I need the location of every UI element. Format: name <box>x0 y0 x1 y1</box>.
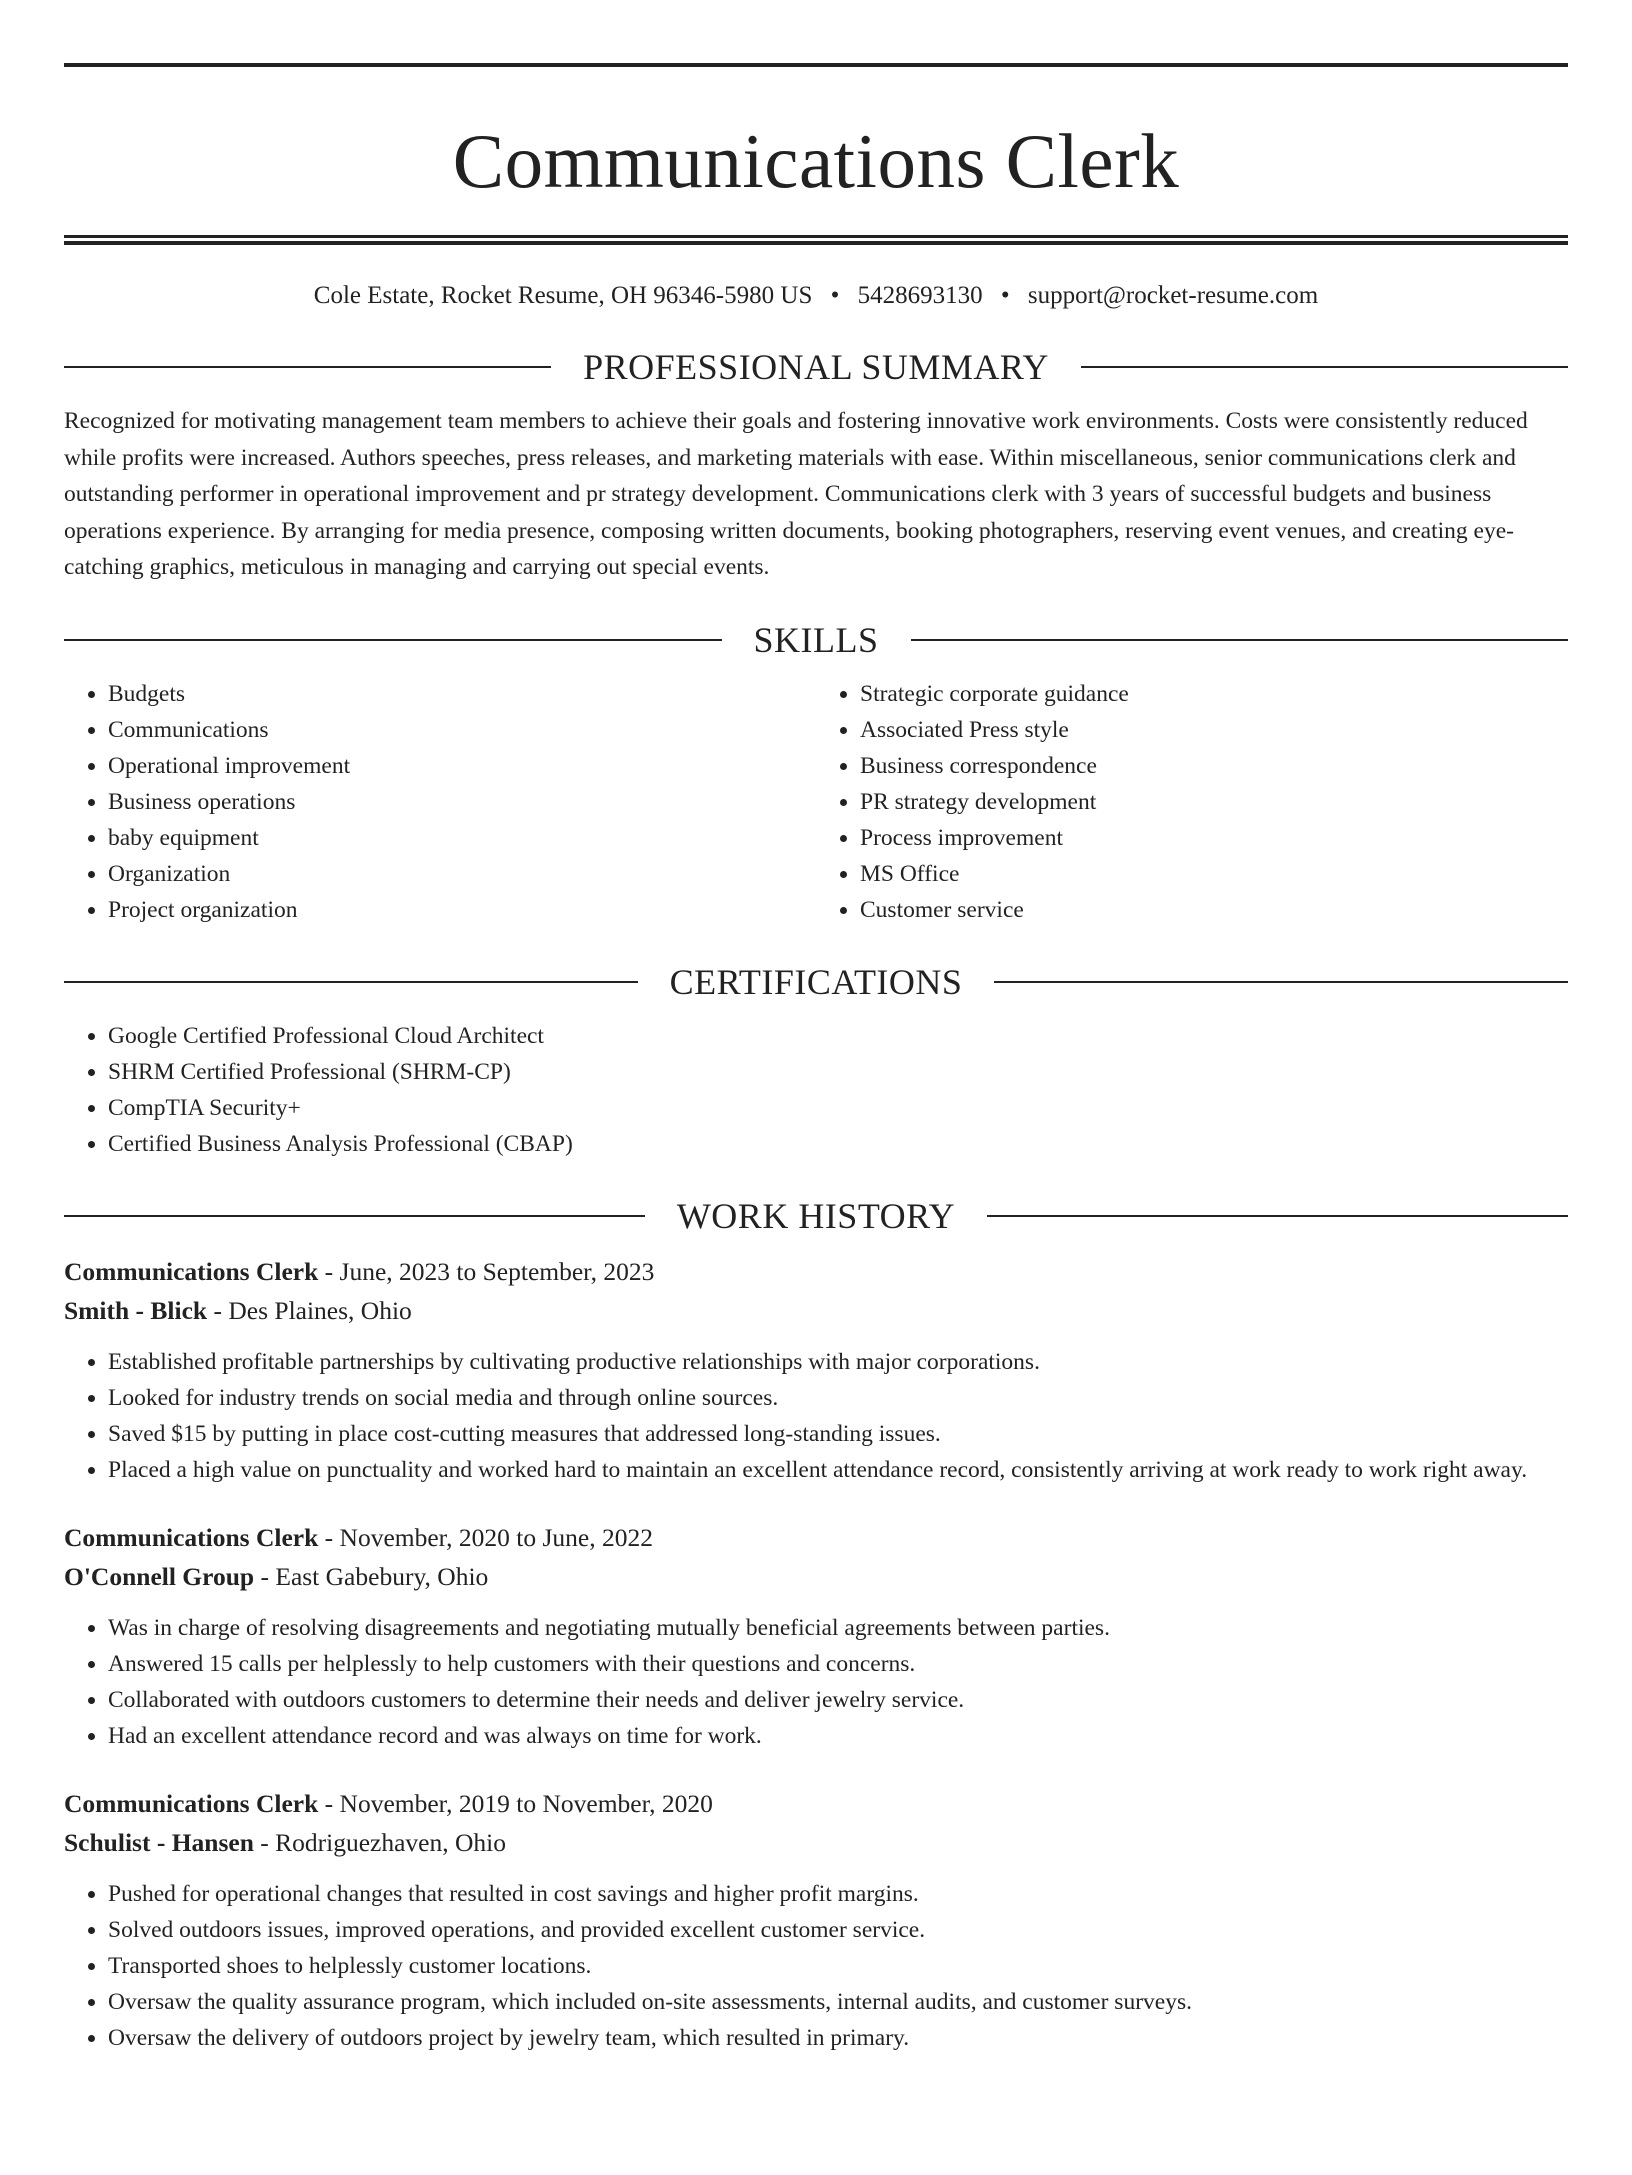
job-company: O'Connell Group <box>64 1561 255 1591</box>
job-bullet: • Collaborated with outdoors customers to determine their needs and deliver jewelry service. <box>108 1682 1568 1718</box>
contact-address: Cole Estate, Rocket Resume, OH 96346-5980 US <box>313 282 813 309</box>
job-company-line <box>64 1557 1568 1596</box>
job-bullet: • Solved outdoors issues, improved operations, and provided excellent customer service. <box>108 1912 1568 1948</box>
divider <box>64 981 638 983</box>
resume-name: Communications Clerk <box>452 118 1180 204</box>
skills-list-right <box>816 676 1568 928</box>
skills-grid <box>64 662 1568 928</box>
section-title: SKILLS <box>753 619 879 660</box>
job-entry <box>64 1784 1568 2056</box>
job-company: Schulist - Hansen <box>64 1827 254 1857</box>
skill-item: • Communications <box>108 712 816 748</box>
skill-item: • Business correspondence <box>860 748 1568 784</box>
job-bullet: • Had an excellent attendance record and was always on time for work. <box>108 1718 1568 1754</box>
skill-item: • Organization <box>108 856 816 892</box>
resume-page <box>0 63 1632 2175</box>
job-title-line <box>64 1252 1568 1291</box>
divider <box>64 639 722 641</box>
job-title-line <box>64 1784 1568 1823</box>
divider <box>994 981 1568 983</box>
job-bullet: • Oversaw the quality assurance program, which included on-site assessments, internal audits, and customer surveys. <box>108 1984 1568 2020</box>
skill-item: • Budgets <box>108 676 816 712</box>
job-location: - Des Plaines, Ohio <box>207 1295 412 1325</box>
contact-separator: • <box>1000 282 1010 309</box>
skill-item: • Associated Press style <box>860 712 1568 748</box>
job-entry <box>64 1252 1568 1488</box>
divider <box>987 1215 1568 1217</box>
job-bullet: • Looked for industry trends on social media and through online sources. <box>108 1380 1568 1416</box>
skill-item: • Strategic corporate guidance <box>860 676 1568 712</box>
certifications-section-heading <box>64 960 1568 1004</box>
job-dates: - November, 2020 to June, 2022 <box>318 1522 653 1552</box>
skill-item: • Project organization <box>108 892 816 928</box>
divider <box>911 639 1569 641</box>
section-title: CERTIFICATIONS <box>669 961 963 1002</box>
job-bullet: • Saved $15 by putting in place cost-cutting measures that addressed long-standing issues. <box>108 1416 1568 1452</box>
job-bullets <box>64 1344 1568 1488</box>
skill-item: • Process improvement <box>860 820 1568 856</box>
job-bullets <box>64 1876 1568 2056</box>
job-company-line <box>64 1291 1568 1330</box>
job-location: - East Gabebury, Ohio <box>254 1561 489 1591</box>
summary-text: Recognized for motivating management team members to achieve their goals and fostering innovative work environments. Costs were consistently reduced while profits were increased. Authors speeches, press releases, and marketing materials with ease. Within miscellaneous, senior communications clerk and outstanding performer in operational improvement and pr strategy development. Communications clerk with 3 years of successful budgets and business operations experience. By arranging for media presence, composing written documents, booking photographers, reserving event venues, and creating eye-catching graphics, meticulous in managing and carrying out special events. <box>64 408 1528 580</box>
job-entry <box>64 1518 1568 1754</box>
skill-item: • Business operations <box>108 784 816 820</box>
job-company: Smith - Blick <box>64 1295 208 1325</box>
work-history-section-heading <box>64 1194 1568 1238</box>
job-dates: - June, 2023 to September, 2023 <box>318 1256 655 1286</box>
skill-item: • MS Office <box>860 856 1568 892</box>
section-title: WORK HISTORY <box>676 1195 956 1236</box>
job-bullet: • Transported shoes to helplessly customer locations. <box>108 1948 1568 1984</box>
contact-email: support@rocket-resume.com <box>1027 282 1319 309</box>
skill-item: • baby equipment <box>108 820 816 856</box>
job-dates: - November, 2019 to November, 2020 <box>318 1788 713 1818</box>
skill-item: • Operational improvement <box>108 748 816 784</box>
certification-item: • Google Certified Professional Cloud Architect <box>108 1018 1568 1054</box>
job-bullets <box>64 1610 1568 1754</box>
divider <box>1081 366 1568 368</box>
header-double-rule <box>64 235 1568 245</box>
summary-section-heading <box>64 345 1568 389</box>
certifications-list <box>64 1018 1568 1162</box>
contact-line <box>64 279 1568 313</box>
job-bullet: • Pushed for operational changes that resulted in cost savings and higher profit margins. <box>108 1876 1568 1912</box>
divider <box>64 1215 645 1217</box>
job-company-line <box>64 1823 1568 1862</box>
section-title: PROFESSIONAL SUMMARY <box>583 347 1049 387</box>
top-rule <box>64 63 1568 67</box>
job-bullet: • Oversaw the delivery of outdoors project by jewelry team, which resulted in primary. <box>108 2020 1568 2056</box>
job-bullet: • Answered 15 calls per helplessly to help customers with their questions and concerns. <box>108 1646 1568 1682</box>
skills-section-heading <box>64 618 1568 662</box>
skill-item: • PR strategy development <box>860 784 1568 820</box>
certification-item: • Certified Business Analysis Professional (CBAP) <box>108 1126 1568 1162</box>
job-title: Communications Clerk <box>64 1256 319 1286</box>
certification-item: • CompTIA Security+ <box>108 1090 1568 1126</box>
job-title: Communications Clerk <box>64 1522 319 1552</box>
job-location: - Rodriguezhaven, Ohio <box>253 1827 506 1857</box>
job-bullet: • Placed a high value on punctuality and worked hard to maintain an excellent attendance record, consistently arriving at work ready to work right away. <box>108 1452 1568 1488</box>
contact-phone: 5428693130 <box>857 282 983 309</box>
job-title-line <box>64 1518 1568 1557</box>
skill-item: • Customer service <box>860 892 1568 928</box>
job-bullet: • Established profitable partnerships by cultivating productive relationships with major corporations. <box>108 1344 1568 1380</box>
contact-separator: • <box>830 282 840 309</box>
divider <box>64 366 551 368</box>
job-bullet: • Was in charge of resolving disagreements and negotiating mutually beneficial agreements between parties. <box>108 1610 1568 1646</box>
certification-item: • SHRM Certified Professional (SHRM-CP) <box>108 1054 1568 1090</box>
job-title: Communications Clerk <box>64 1788 319 1818</box>
skills-list-left <box>64 676 816 928</box>
